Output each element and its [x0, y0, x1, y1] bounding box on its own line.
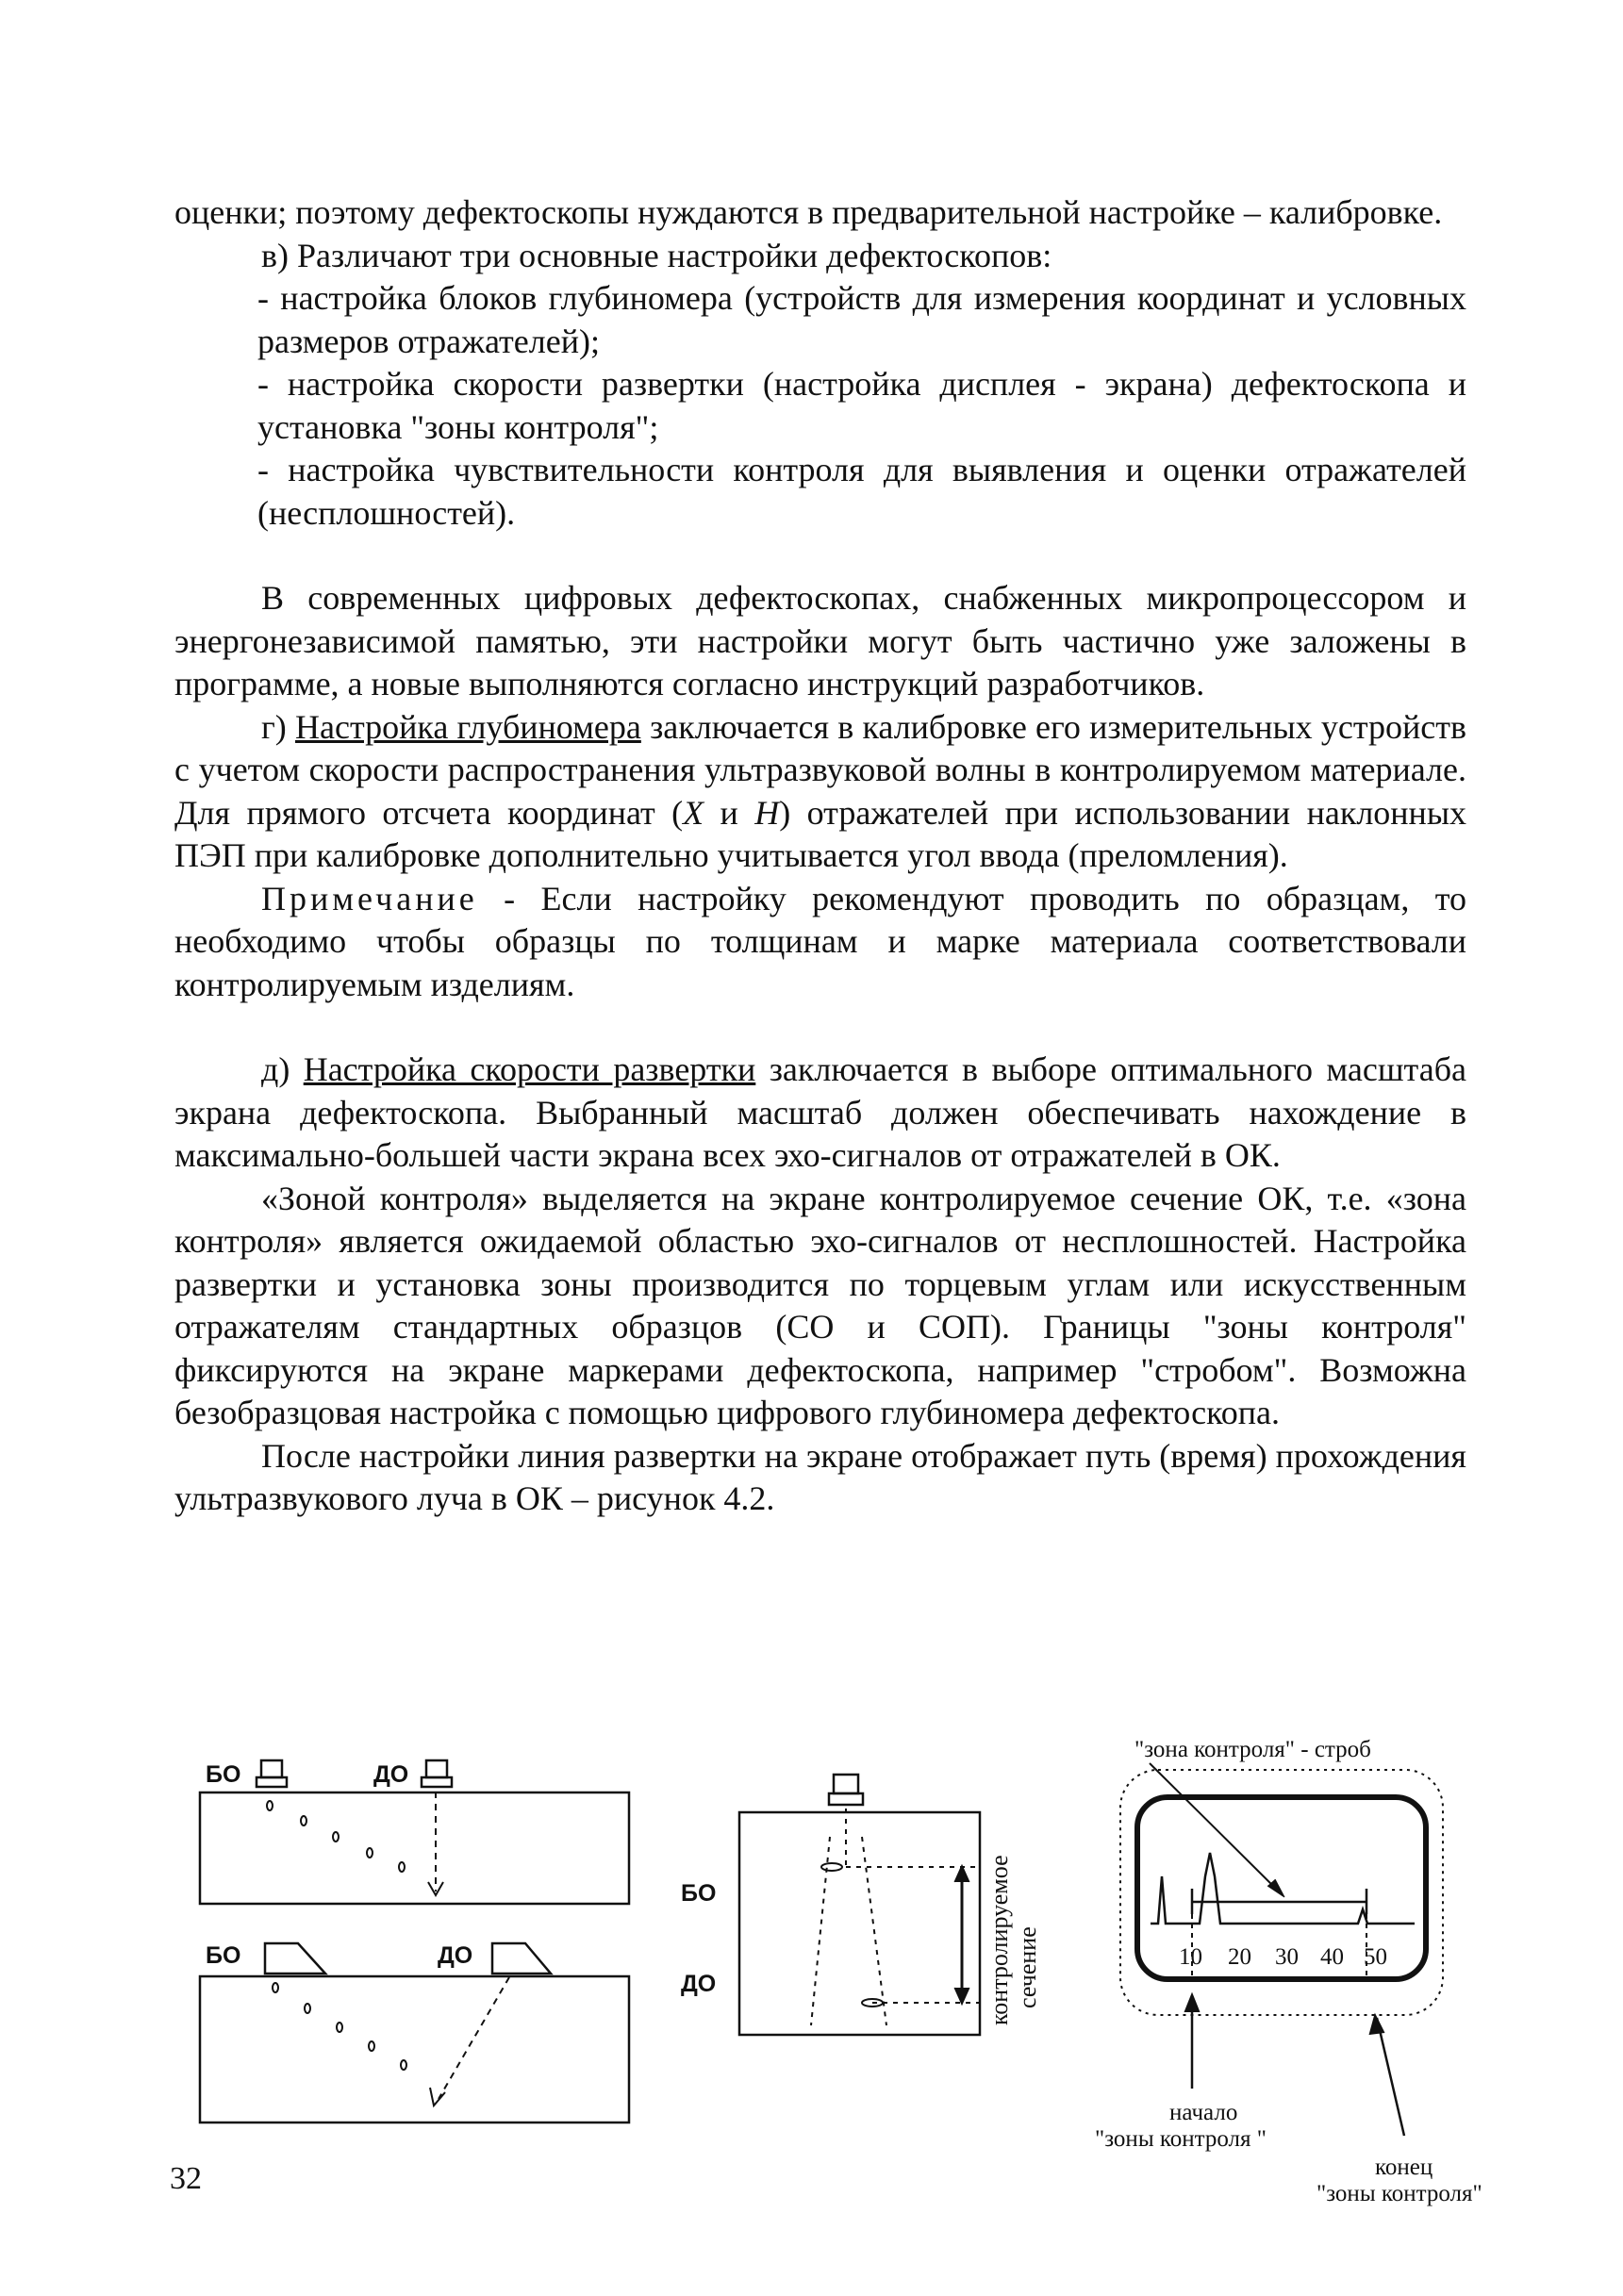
- note-label: Примечание: [261, 879, 478, 917]
- list-item-sensitivity: - настройка чувствительности контроля для выявления и оценки отражателей (несплошностей).: [257, 451, 1466, 532]
- angle-probe-diagram: [200, 1942, 629, 2123]
- label-do-middle: ДО: [681, 1971, 717, 1997]
- text-sweep-speed: заключается в выборе оптимального масштаба экрана дефектоскопа. Выбранный масштаб должен обеспечивать нахождение в максимально-большей части экрана всех эхо-сигналов от отражателей в ОК.: [174, 1050, 1466, 1174]
- paragraph-sweep-line: После настройки линия развертки на экране отображает путь (время) прохождения ультразвукового луча в ОК – рисунок 4.2.: [174, 1436, 1466, 1517]
- tick-20: 20: [1228, 1944, 1251, 1970]
- label-do-top: ДО: [373, 1761, 409, 1788]
- tick-10: 10: [1179, 1944, 1202, 1970]
- list-item-depth-gauge: - настройка блоков глубиномера (устройств для измерения координат и условных размеров отражателей);: [257, 279, 1466, 360]
- label-do-bottom: ДО: [438, 1942, 473, 1969]
- text-depth-gauge-c: ) отражателей при использовании наклонных ПЭП при калибровке дополнительно учитывается угол ввода (преломления).: [174, 793, 1467, 874]
- page-number: 32: [170, 2161, 202, 2196]
- straight-probe-diagram: [200, 1760, 629, 1904]
- label-zone-start-1: начало: [1169, 2100, 1238, 2125]
- tick-30: 30: [1275, 1944, 1299, 1970]
- paragraph-control-zone: «Зоной контроля» выделяется на экране контролируемое сечение ОК, т.е. «зона контроля» является ожидаемой областью эхо-сигналов от несплошностей. Настройка развертки и установка зоны производится по торцевым углам или искусственным отражателям стандартных образцов (СО и СОП). Границы "зоны контроля" фиксируются на экране маркерами дефектоскопа, например "стробом". Возможна безобразцовая настройка с помощью цифрового глубиномера дефектоскопа.: [174, 1179, 1466, 1431]
- label-zone-start-2: "зоны контроля ": [1095, 2126, 1267, 2152]
- flaw-detector-screen: [1095, 1737, 1482, 2206]
- label-bo-middle: БО: [681, 1880, 717, 1907]
- list-item-sweep-speed: - настройка скорости развертки (настройка дисплея - экрана) дефектоскопа и установка "зоны контроля";: [257, 365, 1466, 446]
- text-depth-gauge-b: и: [704, 793, 755, 832]
- tick-50: 50: [1364, 1944, 1387, 1970]
- label-controlled-section: контролируемое: [985, 1855, 1013, 2025]
- item-letter-g: г): [261, 707, 295, 746]
- label-bo-top: БО: [206, 1761, 241, 1788]
- paragraph-settings-list-intro: в) Различают три основные настройки дефектоскопов:: [261, 236, 1052, 274]
- item-letter-d: д): [261, 1050, 304, 1088]
- control-section-diagram: [681, 1775, 1041, 2035]
- label-section: сечение: [1014, 1926, 1041, 2008]
- symbol-x: X: [683, 793, 704, 832]
- symbol-h: H: [754, 793, 780, 832]
- probe-icon: [829, 1775, 863, 1805]
- label-bo-bottom: БО: [206, 1942, 241, 1969]
- angle-probe-icon: [265, 1943, 551, 1974]
- label-zone-end-1: конец: [1375, 2155, 1433, 2180]
- term-sweep-speed: Настройка скорости развертки: [303, 1050, 756, 1088]
- label-zone-end-2: "зоны контроля": [1317, 2181, 1482, 2206]
- term-depth-gauge: Настройка глубиномера: [294, 707, 641, 746]
- note-text: - Если настройку рекомендуют проводить по образцам, то необходимо чтобы образцы по толщинам и марке материала соответствовали контролируемым изделиям.: [174, 879, 1466, 1003]
- text-depth-gauge-a: заключается в калибровке его измерительных устройств с учетом скорости распространения ультразвуковой волны в контролируемом материале. Для прямого отсчета координат (: [174, 707, 1466, 832]
- label-strobe: "зона контроля" - строб: [1134, 1737, 1371, 1762]
- tick-40: 40: [1320, 1944, 1344, 1970]
- paragraph-intro: оценки; поэтому дефектоскопы нуждаются в предварительной настройке – калибровке.: [174, 193, 1443, 231]
- screen-scale: [1179, 1944, 1387, 1970]
- paragraph-digital-devices: В современных цифровых дефектоскопах, снабженных микропроцессором и энергонезависимой памятью, эти настройки могут быть частично уже заложены в программе, а новые выполняются согласно инструкций разработчиков.: [174, 579, 1466, 702]
- probe-icon: [257, 1760, 452, 1787]
